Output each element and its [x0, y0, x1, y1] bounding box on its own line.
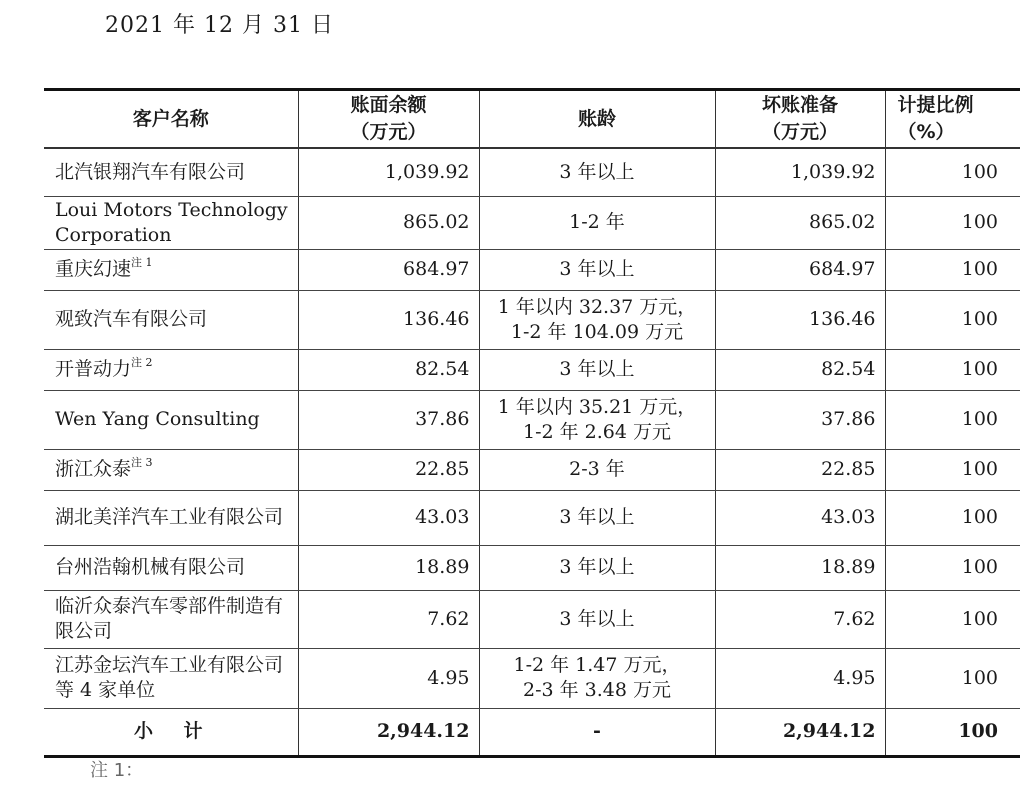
cell-provision-ratio: 100 [885, 290, 1020, 349]
cell-aging [479, 545, 715, 590]
header-bad-debt-provision [715, 90, 885, 149]
cell-total-provision: 2,944.12 [715, 708, 885, 756]
cell-customer-name [44, 349, 298, 390]
aging-line1: 3 年以上 [559, 506, 635, 528]
cell-provision-ratio: 100 [885, 249, 1020, 290]
cell-bad-debt-provision: 7.62 [715, 590, 885, 648]
aging-line2: 2-3 年 3.48 万元 [522, 679, 672, 701]
report-date: 2021 年 12 月 31 日 [105, 13, 334, 38]
cell-provision-ratio: 100 [885, 390, 1020, 449]
cell-book-balance: 22.85 [298, 449, 479, 490]
aging-line1: 1 年以内 32.37 万元， [497, 295, 697, 318]
aging-line1: 2-3 年 [569, 458, 625, 480]
cell-aging [479, 148, 715, 196]
customer-name-text: 开普动力 [55, 358, 132, 380]
aging-line1: 3 年以上 [559, 607, 635, 630]
cell-customer-name [44, 648, 298, 708]
cell-customer-name [44, 590, 298, 648]
cell-bad-debt-provision: 82.54 [715, 349, 885, 390]
cell-provision-ratio: 100 [885, 490, 1020, 545]
cell-aging [479, 648, 715, 708]
cell-book-balance: 1,039.92 [298, 148, 479, 196]
cell-aging [479, 249, 715, 290]
table-header-row [44, 90, 1020, 149]
aging-line1: 3 年以上 [559, 556, 635, 578]
table-row [44, 590, 1020, 648]
cell-bad-debt-provision: 1,039.92 [715, 148, 885, 196]
cell-book-balance: 37.86 [298, 390, 479, 449]
footnote-marker: 注 1 [131, 256, 153, 269]
table-row [44, 148, 1020, 196]
header-book-balance [298, 90, 479, 149]
table-row [44, 545, 1020, 590]
cell-customer-name [44, 490, 298, 545]
cell-book-balance: 7.62 [298, 590, 479, 648]
aging-line1: 3 年以上 [559, 160, 635, 183]
customer-name-text: 江苏金坛汽车工业有限公司等 4 家单位 [55, 654, 284, 701]
cell-aging [479, 390, 715, 449]
cell-aging [479, 449, 715, 490]
customer-name-text: Wen Yang Consulting [55, 408, 260, 430]
cell-aging [479, 196, 715, 249]
bad-debt-provision-table [44, 88, 1020, 758]
cell-book-balance: 865.02 [298, 196, 479, 249]
header-customer-name: 客户名称 [44, 90, 298, 149]
cell-bad-debt-provision: 865.02 [715, 196, 885, 249]
table-total-row [44, 708, 1020, 756]
customer-name-text: 重庆幻速 [55, 258, 132, 280]
cell-book-balance: 136.46 [298, 290, 479, 349]
cell-aging [479, 290, 715, 349]
cell-bad-debt-provision: 18.89 [715, 545, 885, 590]
footnote-clipped-text: 注 1： [90, 760, 144, 781]
cell-total-label: 小 计 [44, 708, 298, 756]
cell-provision-ratio: 100 [885, 545, 1020, 590]
customer-name-text: 台州浩翰机械有限公司 [55, 556, 246, 578]
aging-line1: 1 年以内 35.21 万元， [497, 395, 697, 418]
cell-bad-debt-provision: 43.03 [715, 490, 885, 545]
cell-provision-ratio: 100 [885, 349, 1020, 390]
cell-book-balance: 43.03 [298, 490, 479, 545]
cell-aging [479, 590, 715, 648]
cell-customer-name [44, 148, 298, 196]
customer-name-text: 观致汽车有限公司 [55, 308, 208, 330]
customer-name-text: Loui Motors Technology Corporation [55, 198, 288, 246]
cell-bad-debt-provision: 22.85 [715, 449, 885, 490]
aging-line1: 1-2 年 [569, 211, 625, 233]
table-row [44, 449, 1020, 490]
cell-customer-name [44, 449, 298, 490]
cell-aging [479, 349, 715, 390]
aging-line1: 3 年以上 [559, 358, 635, 380]
customer-name-text: 湖北美洋汽车工业有限公司 [55, 506, 284, 528]
cell-provision-ratio: 100 [885, 648, 1020, 708]
table-row [44, 349, 1020, 390]
cell-book-balance: 684.97 [298, 249, 479, 290]
table-row [44, 648, 1020, 708]
header-aging: 账龄 [479, 90, 715, 149]
header-provision-line2: （万元） [761, 121, 838, 143]
cell-total-aging: - [479, 708, 715, 756]
cell-aging [479, 490, 715, 545]
table-row [44, 249, 1020, 290]
table-row [44, 290, 1020, 349]
cell-total-balance: 2,944.12 [298, 708, 479, 756]
header-book-balance-line2: （万元） [350, 121, 427, 143]
aging-line1: 3 年以上 [559, 258, 635, 280]
header-provision-ratio: 计提比例（%） [885, 90, 1020, 149]
cell-bad-debt-provision: 37.86 [715, 390, 885, 449]
cell-bad-debt-provision: 4.95 [715, 648, 885, 708]
cell-customer-name [44, 249, 298, 290]
aging-line1: 1-2 年 1.47 万元， [513, 654, 681, 676]
cell-book-balance: 4.95 [298, 648, 479, 708]
cell-customer-name [44, 290, 298, 349]
cell-total-ratio: 100 [885, 708, 1020, 756]
table-row [44, 490, 1020, 545]
cell-bad-debt-provision: 684.97 [715, 249, 885, 290]
cell-provision-ratio: 100 [885, 196, 1020, 249]
cell-provision-ratio: 100 [885, 449, 1020, 490]
table-row [44, 390, 1020, 449]
footnote-marker: 注 2 [131, 356, 153, 369]
footnote-marker: 注 3 [131, 456, 153, 469]
customer-name-text: 临沂众泰汽车零部件制造有限公司 [55, 595, 284, 642]
table-row [44, 196, 1020, 249]
aging-line2: 1-2 年 104.09 万元 [510, 320, 684, 343]
cell-provision-ratio: 100 [885, 590, 1020, 648]
cell-customer-name [44, 390, 298, 449]
bad-debt-table-container [44, 88, 1020, 758]
cell-customer-name [44, 196, 298, 249]
customer-name-text: 北汽银翔汽车有限公司 [55, 160, 246, 183]
cell-provision-ratio: 100 [885, 148, 1020, 196]
cell-book-balance: 82.54 [298, 349, 479, 390]
header-provision-line1: 坏账准备 [761, 94, 838, 116]
cell-book-balance: 18.89 [298, 545, 479, 590]
header-book-balance-line1: 账面余额 [350, 94, 427, 116]
cell-customer-name [44, 545, 298, 590]
table-body [44, 148, 1020, 756]
aging-line2: 1-2 年 2.64 万元 [522, 420, 672, 443]
footnote-clipped [90, 760, 860, 781]
cell-bad-debt-provision: 136.46 [715, 290, 885, 349]
customer-name-text: 浙江众泰 [55, 458, 132, 480]
